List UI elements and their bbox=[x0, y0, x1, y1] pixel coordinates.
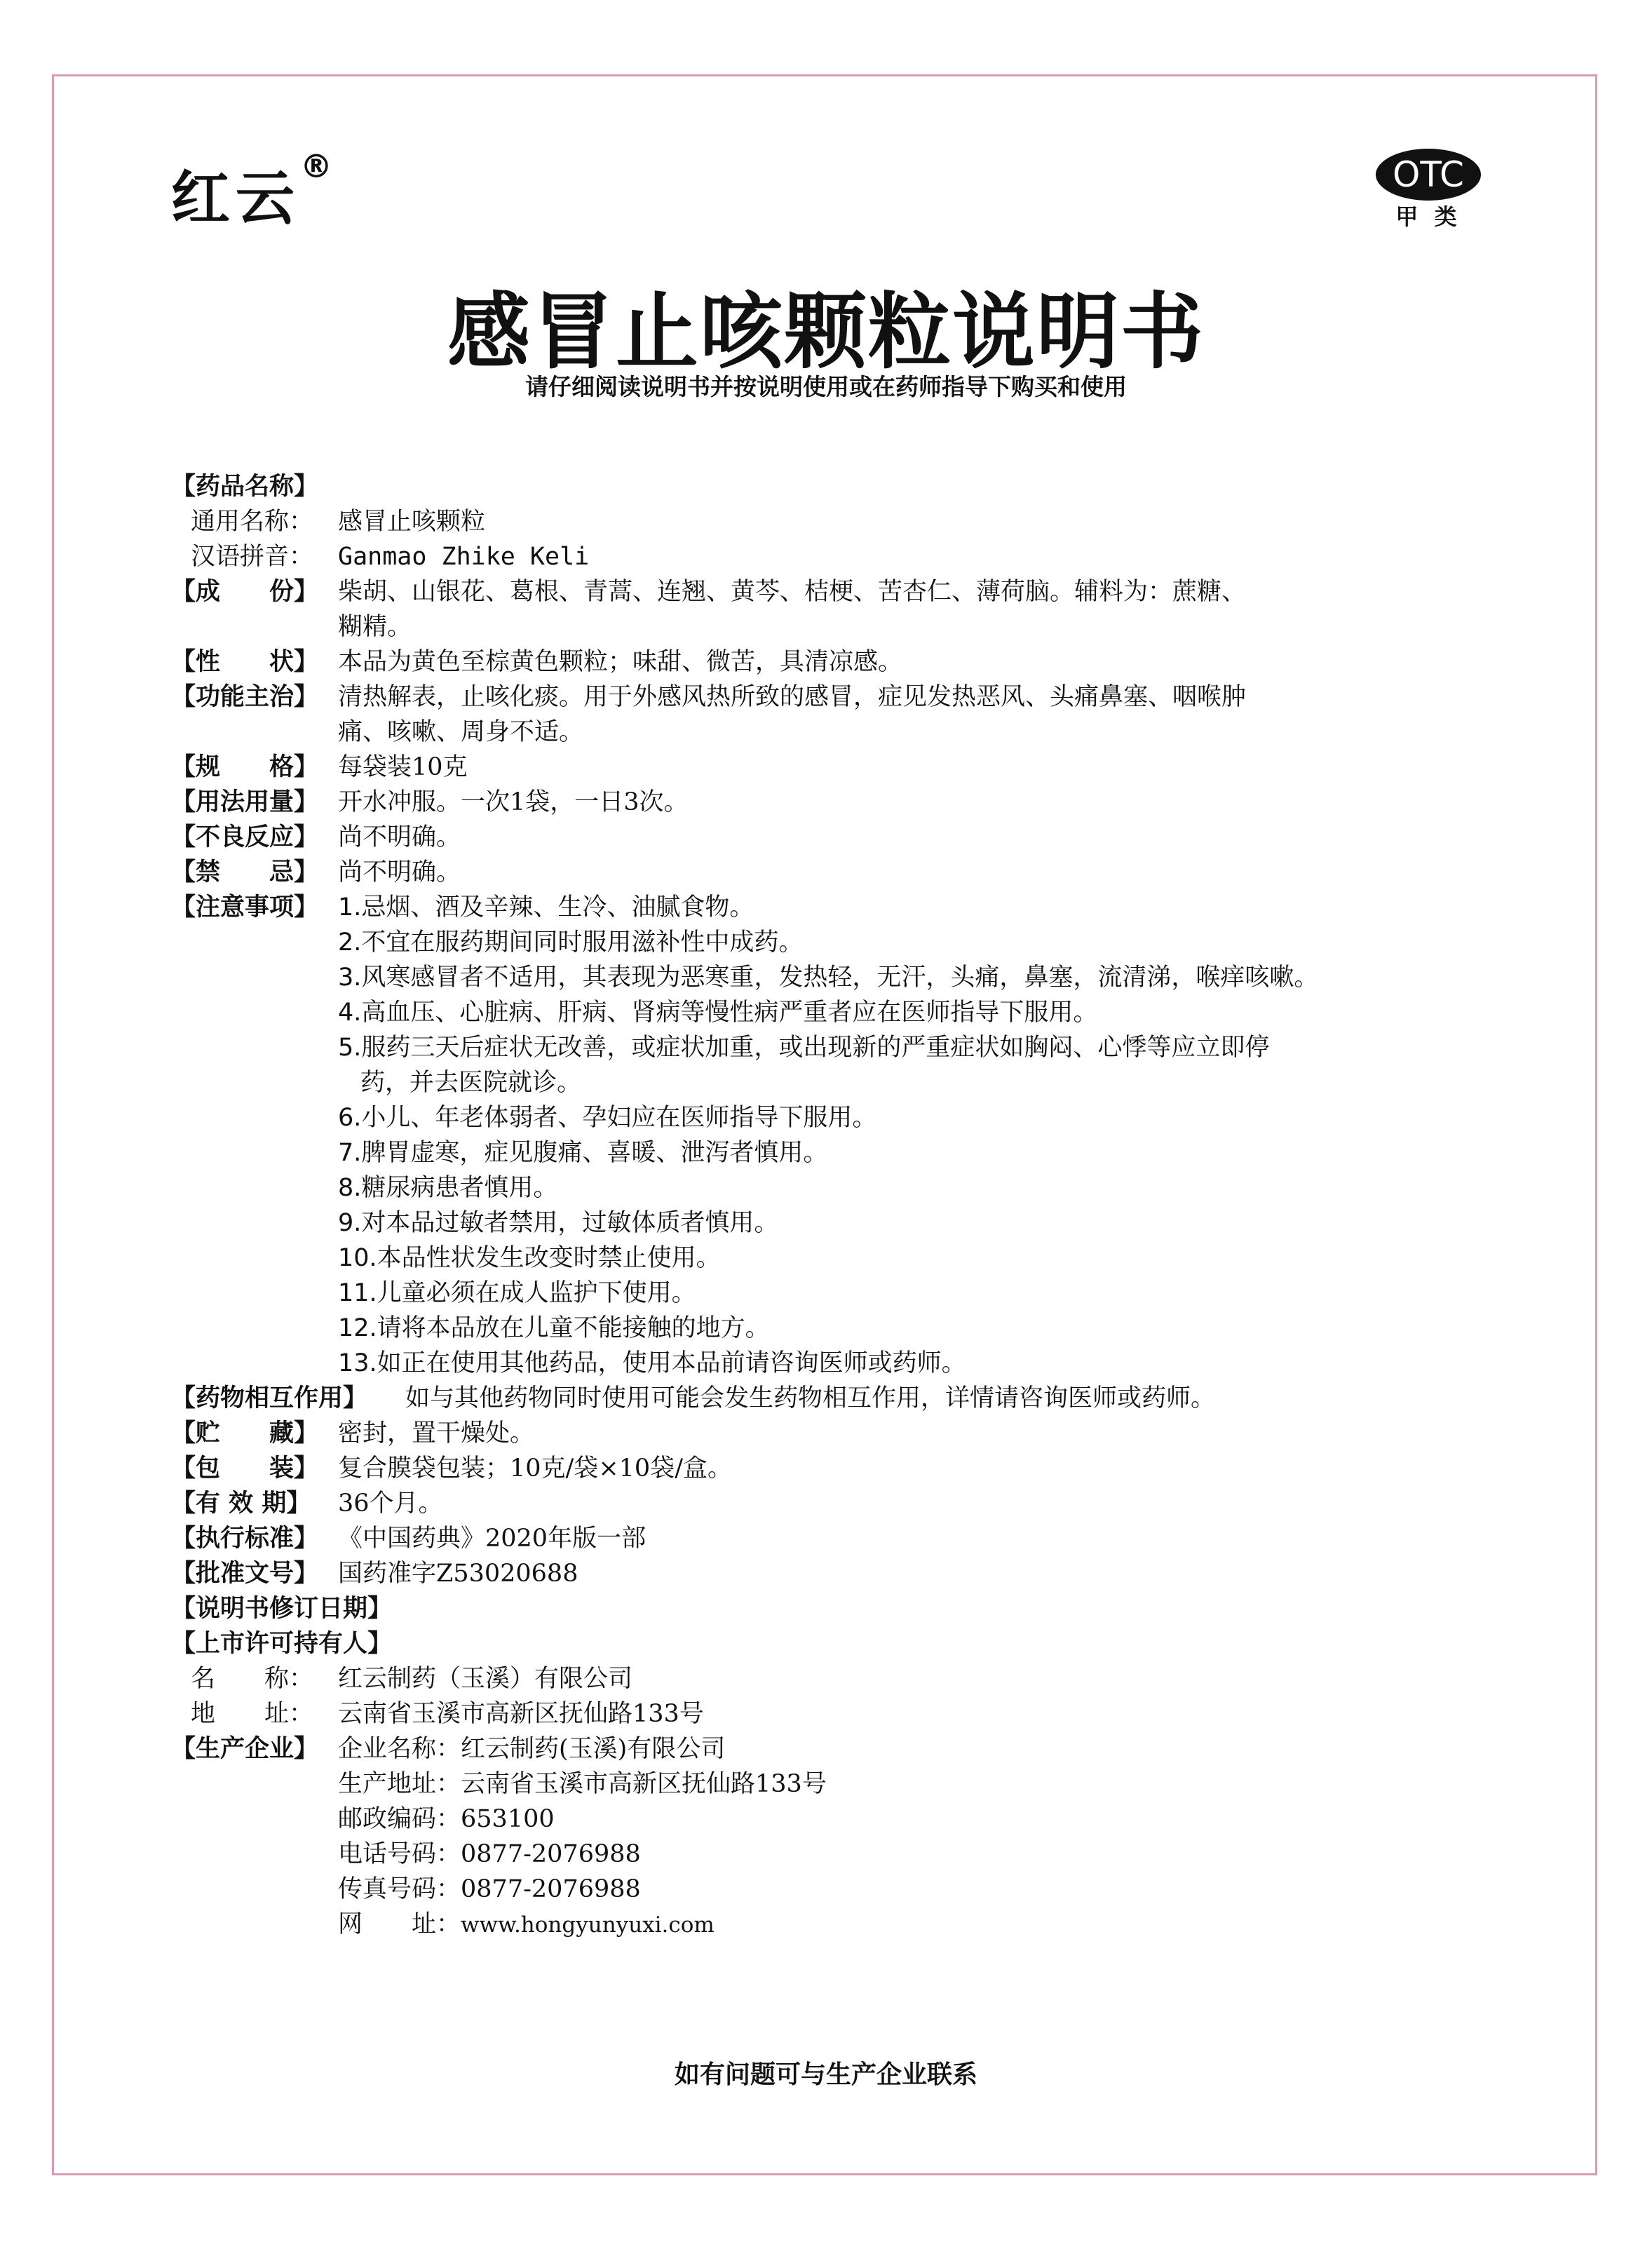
precaution-item: 13.如正在使用其他药品，使用本品前请咨询医师或药师。 bbox=[338, 1349, 966, 1377]
precaution-item: 2.不宜在服药期间同时服用滋补性中成药。 bbox=[338, 928, 804, 957]
manufacturer-phone-value: 0877-2076988 bbox=[461, 1840, 641, 1868]
approval-value: 国药准字Z53020688 bbox=[338, 1560, 578, 1588]
precaution-item: 12.请将本品放在儿童不能接触的地方。 bbox=[338, 1314, 770, 1342]
precautions-label: 【注意事项】 bbox=[171, 893, 319, 921]
precaution-item: 7.脾胃虚寒，症见腹痛、喜暖、泄泻者慎用。 bbox=[338, 1139, 828, 1167]
storage-value: 密封，置干燥处。 bbox=[338, 1419, 535, 1447]
validity-value: 36个月。 bbox=[338, 1490, 443, 1518]
holder-address-value: 云南省玉溪市高新区抚仙路133号 bbox=[338, 1700, 704, 1728]
contra-value: 尚不明确。 bbox=[338, 858, 461, 886]
precaution-item: 11.儿童必须在成人监护下使用。 bbox=[338, 1279, 696, 1307]
ingredients-label: 【成 份】 bbox=[171, 578, 319, 606]
ingredients-line-1: 柴胡、山银花、葛根、青蒿、连翘、黄芩、桔梗、苦杏仁、薄荷脑。辅料为：蔗糖、 bbox=[338, 578, 1247, 606]
package-label: 【包 装】 bbox=[171, 1454, 319, 1483]
brand-logo bbox=[171, 147, 339, 236]
generic-name-value: 感冒止咳颗粒 bbox=[338, 508, 486, 536]
manufacturer-address-label: 生产地址： bbox=[338, 1770, 461, 1798]
precaution-item: 1.忌烟、酒及辛辣、生冷、油腻食物。 bbox=[338, 893, 754, 921]
brand-name: 红云 bbox=[171, 163, 301, 233]
manufacturer-name-row bbox=[338, 1731, 725, 1767]
drug-name-label: 【药品名称】 bbox=[171, 473, 319, 501]
adverse-value: 尚不明确。 bbox=[338, 823, 461, 851]
pinyin-label: 汉语拼音： bbox=[191, 543, 314, 571]
otc-category: 甲 类 bbox=[1395, 203, 1461, 230]
precaution-item: 5.服药三天后症状无改善，或症状加重，或出现新的严重症状如胸闷、心悸等应立即停 bbox=[338, 1034, 1270, 1062]
manufacturer-postal-row bbox=[338, 1801, 555, 1837]
contra-label: 【禁 忌】 bbox=[171, 858, 319, 886]
manufacturer-phone-row bbox=[338, 1836, 641, 1872]
manufacturer-postal-label: 邮政编码： bbox=[338, 1805, 461, 1833]
ingredients-line-2: 糊精。 bbox=[338, 613, 412, 641]
manufacturer-fax-label: 传真号码： bbox=[338, 1875, 461, 1903]
holder-name-label: 名 称： bbox=[191, 1665, 314, 1693]
indications-line-2: 痛、咳嗽、周身不适。 bbox=[338, 718, 584, 746]
manufacturer-label: 【生产企业】 bbox=[171, 1735, 319, 1763]
validity-label: 【有 效 期】 bbox=[171, 1490, 311, 1518]
manufacturer-fax-row bbox=[338, 1871, 641, 1907]
appearance-label: 【性 状】 bbox=[171, 648, 319, 676]
revision-label: 【说明书修订日期】 bbox=[171, 1595, 393, 1623]
manufacturer-address-row bbox=[338, 1766, 827, 1802]
approval-label: 【批准文号】 bbox=[171, 1560, 319, 1588]
package-value: 复合膜袋包装；10克/袋×10袋/盒。 bbox=[338, 1454, 732, 1483]
precaution-item: 10.本品性状发生改变时禁止使用。 bbox=[338, 1244, 721, 1272]
precaution-item: 8.糖尿病患者慎用。 bbox=[338, 1174, 558, 1202]
standard-label: 【执行标准】 bbox=[171, 1525, 319, 1553]
pinyin-value: Ganmao Zhike Keli bbox=[338, 543, 590, 571]
manufacturer-web-value: www.hongyunyuxi.com bbox=[461, 1912, 715, 1938]
holder-name-value: 红云制药（玉溪）有限公司 bbox=[338, 1665, 633, 1693]
usage-value: 开水冲服。一次1袋，一日3次。 bbox=[338, 788, 689, 816]
manufacturer-web-label: 网 址： bbox=[338, 1910, 461, 1938]
page-title: 感冒止咳颗粒说明书 bbox=[447, 283, 1205, 380]
precaution-item: 9.对本品过敏者禁用，过敏体质者慎用。 bbox=[338, 1209, 779, 1237]
usage-label: 【用法用量】 bbox=[171, 788, 319, 816]
precaution-item: 3.风寒感冒者不适用，其表现为恶寒重，发热轻，无汗，头痛，鼻塞，流清涕，喉痒咳嗽。 bbox=[338, 964, 1319, 992]
appearance-value: 本品为黄色至棕黄色颗粒；味甜、微苦，具清凉感。 bbox=[338, 648, 903, 676]
manufacturer-name-label: 企业名称： bbox=[338, 1735, 461, 1763]
adverse-label: 【不良反应】 bbox=[171, 823, 319, 851]
interactions-value: 如与其他药物同时使用可能会发生药物相互作用，详情请咨询医师或药师。 bbox=[405, 1384, 1216, 1412]
registered-mark: ® bbox=[300, 147, 339, 185]
footer-note: 如有问题可与生产企业联系 bbox=[674, 2060, 977, 2089]
indications-line-1: 清热解表，止咳化痰。用于外感风热所致的感冒，症见发热恶风、头痛鼻塞、咽喉肿 bbox=[338, 683, 1247, 711]
standard-value: 《中国药典》2020年版一部 bbox=[338, 1525, 646, 1553]
manufacturer-address-value: 云南省玉溪市高新区抚仙路133号 bbox=[461, 1770, 827, 1798]
manufacturer-name-value: 红云制药(玉溪)有限公司 bbox=[461, 1735, 726, 1763]
manufacturer-phone-label: 电话号码： bbox=[338, 1840, 461, 1868]
interactions-label: 【药物相互作用】 bbox=[171, 1384, 368, 1412]
generic-name-label: 通用名称： bbox=[191, 508, 314, 536]
page-subtitle: 请仔细阅读说明书并按说明使用或在药师指导下购买和使用 bbox=[525, 373, 1127, 400]
storage-label: 【贮 藏】 bbox=[171, 1419, 319, 1447]
precaution-item-continued: 药，并去医院就诊。 bbox=[360, 1069, 582, 1097]
manufacturer-postal-value: 653100 bbox=[461, 1805, 555, 1833]
precaution-item: 6.小儿、年老体弱者、孕妇应在医师指导下服用。 bbox=[338, 1104, 877, 1132]
holder-label: 【上市许可持有人】 bbox=[171, 1630, 393, 1658]
manufacturer-web-row bbox=[338, 1906, 715, 1943]
spec-label: 【规 格】 bbox=[171, 753, 319, 781]
otc-badge: OTC bbox=[1376, 149, 1481, 201]
precaution-item: 4.高血压、心脏病、肝病、肾病等慢性病严重者应在医师指导下服用。 bbox=[338, 999, 1098, 1027]
holder-address-label: 地 址： bbox=[191, 1700, 314, 1728]
spec-value: 每袋装10克 bbox=[338, 753, 468, 781]
manufacturer-fax-value: 0877-2076988 bbox=[461, 1875, 641, 1903]
indications-label: 【功能主治】 bbox=[171, 683, 319, 711]
